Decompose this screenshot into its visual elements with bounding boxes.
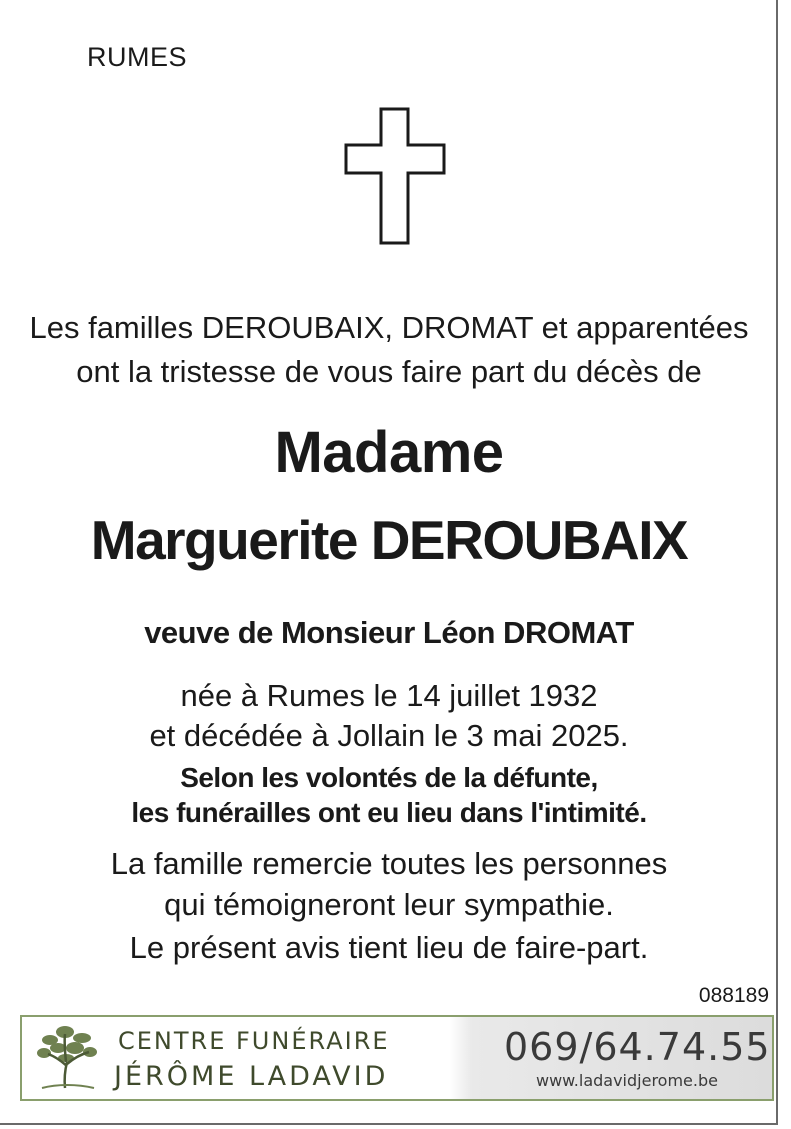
intro-line-1: Les familles DEROUBAIX, DROMAT et apparentées	[29, 310, 749, 345]
thanks-line-2: qui témoigneront leur sympathie.	[164, 887, 614, 922]
cross-icon	[344, 107, 446, 250]
funeral-home-name: JÉRÔME LADAVID	[114, 1061, 389, 1092]
reference-number: 088189	[698, 984, 769, 1007]
intro-text	[0, 306, 778, 394]
widow-of: veuve de Monsieur Léon DROMAT	[144, 615, 634, 650]
town-label: RUMES	[87, 42, 188, 72]
notice-statement: Le présent avis tient lieu de faire-part.	[129, 930, 649, 965]
deceased-name: Marguerite DEROUBAIX	[90, 509, 688, 571]
funeral-wishes	[0, 760, 778, 830]
thanks-line-1: La famille remercie toutes les personnes	[110, 846, 668, 881]
wishes-line-1: Selon les volontés de la défunte,	[180, 762, 598, 793]
funeral-home-title: CENTRE FUNÉRAIRE	[118, 1027, 390, 1055]
funeral-home-website[interactable]: www.ladavidjerome.be	[536, 1071, 718, 1090]
deceased-title: Madame	[274, 420, 504, 485]
funeral-home-phone[interactable]: 069/64.74.55	[504, 1025, 771, 1069]
birth-line: née à Rumes le 14 juillet 1932	[180, 678, 598, 713]
thanks-text	[0, 843, 778, 925]
death-line: et décédée à Jollain le 3 mai 2025.	[149, 718, 629, 753]
intro-line-2: ont la tristesse de vous faire part du décès de	[76, 354, 702, 389]
dates-block	[0, 676, 778, 756]
funeral-home-banner	[20, 1015, 774, 1101]
olive-tree-icon	[32, 1022, 102, 1099]
wishes-line-2: les funérailles ont eu lieu dans l'intimité.	[131, 797, 647, 828]
